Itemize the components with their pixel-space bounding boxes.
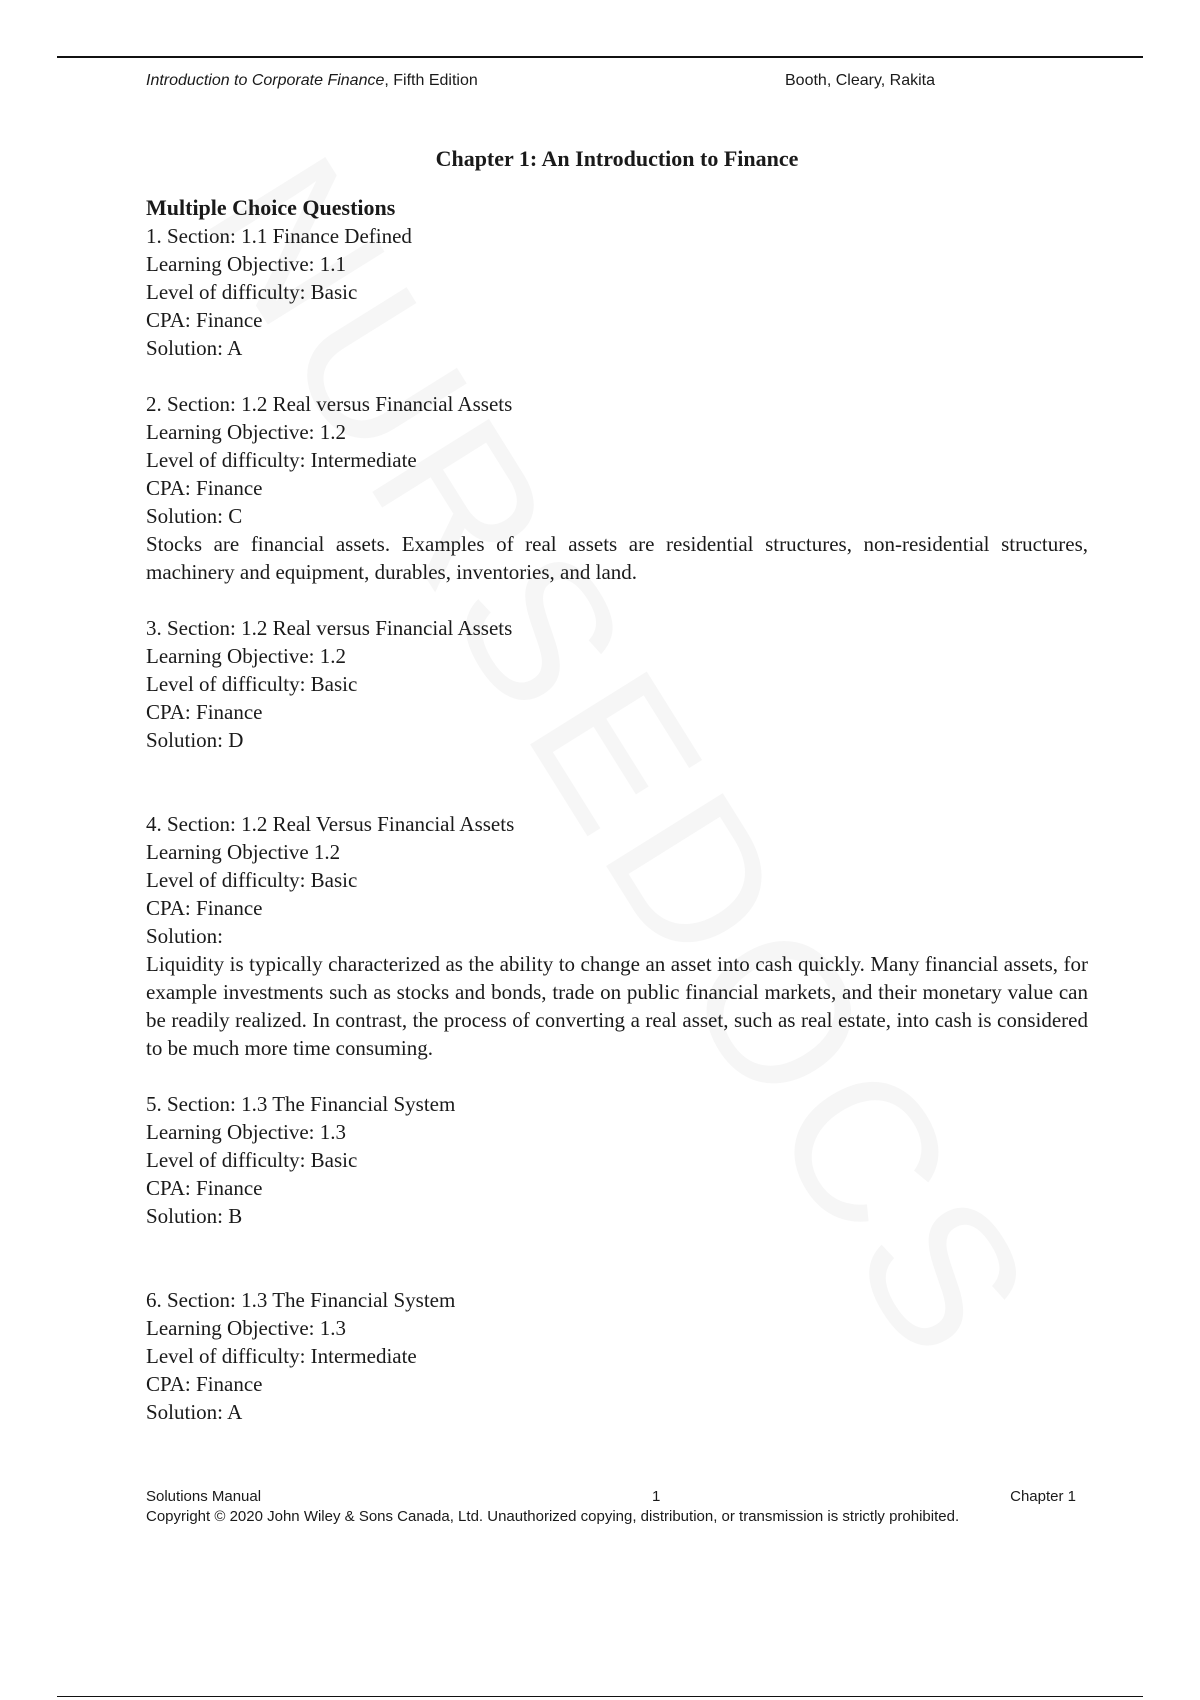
- chapter-title: Chapter 1: An Introduction to Finance: [435, 146, 799, 171]
- question-solution: Solution: A: [146, 1400, 243, 1424]
- question-difficulty: Level of difficulty: Intermediate: [146, 1344, 417, 1368]
- question-cpa: CPA: Finance: [146, 308, 263, 332]
- question-objective: Learning Objective 1.2: [146, 840, 341, 864]
- section-heading: Multiple Choice Questions: [146, 195, 396, 220]
- page-content: [146, 146, 1088, 1454]
- book-authors: Booth, Cleary, Rakita: [785, 72, 935, 89]
- question-explanation: Liquidity is typically characterized as the ability to change an asset into cash quickly. Many financial assets, for example investments such as stocks and bonds, trade on public financial markets, and their monetary value can be readily realized. In contrast, the process of converting a real asset, such as real estate, into cash is considered to be much more time consuming.: [146, 952, 1088, 1060]
- question-difficulty: Level of difficulty: Basic: [146, 280, 358, 304]
- question-cpa: CPA: Finance: [146, 1176, 263, 1200]
- question-cpa: CPA: Finance: [146, 476, 263, 500]
- footer-copyright: Copyright © 2020 John Wiley & Sons Canada, Ltd. Unauthorized copying, distribution, or transmission is strictly prohibited.: [146, 1508, 960, 1525]
- page-footer: [146, 1488, 1076, 1525]
- question-difficulty: Level of difficulty: Basic: [146, 672, 358, 696]
- book-citation: [146, 72, 478, 90]
- question-section: 1. Section: 1.1 Finance Defined: [146, 224, 412, 248]
- question-difficulty: Level of difficulty: Basic: [146, 868, 358, 892]
- question-objective: Learning Objective: 1.3: [146, 1120, 347, 1144]
- footer-rule: [57, 1696, 1143, 1697]
- question-solution: Solution: D: [146, 728, 244, 752]
- question-section: 2. Section: 1.2 Real versus Financial Assets: [146, 392, 513, 416]
- question-4: [146, 810, 1088, 1062]
- question-5: [146, 1090, 1088, 1230]
- footer-manual-label: Solutions Manual: [146, 1488, 262, 1505]
- question-1: [146, 222, 1088, 362]
- question-section: 6. Section: 1.3 The Financial System: [146, 1288, 456, 1312]
- book-title: Introduction to Corporate Finance: [146, 72, 385, 89]
- question-solution: Solution: C: [146, 504, 243, 528]
- book-edition: , Fifth Edition: [384, 72, 478, 89]
- header-rule: [57, 56, 1143, 58]
- question-solution: Solution: A: [146, 336, 243, 360]
- question-objective: Learning Objective: 1.2: [146, 420, 347, 444]
- question-section: 4. Section: 1.2 Real Versus Financial Assets: [146, 812, 515, 836]
- question-objective: Learning Objective: 1.1: [146, 252, 347, 276]
- question-difficulty: Level of difficulty: Basic: [146, 1148, 358, 1172]
- question-solution: Solution:: [146, 924, 224, 948]
- question-objective: Learning Objective: 1.2: [146, 644, 347, 668]
- question-section: 5. Section: 1.3 The Financial System: [146, 1092, 456, 1116]
- question-difficulty: Level of difficulty: Intermediate: [146, 448, 417, 472]
- question-explanation: Stocks are financial assets. Examples of real assets are residential structures, non-residential structures, machinery and equipment, durables, inventories, and land.: [146, 532, 1088, 584]
- question-6: [146, 1286, 1088, 1426]
- question-section: 3. Section: 1.2 Real versus Financial Assets: [146, 616, 513, 640]
- question-solution: Solution: B: [146, 1204, 243, 1228]
- question-3: [146, 614, 1088, 754]
- question-cpa: CPA: Finance: [146, 700, 263, 724]
- footer-page-number: 1: [652, 1488, 661, 1505]
- question-cpa: CPA: Finance: [146, 1372, 263, 1396]
- question-objective: Learning Objective: 1.3: [146, 1316, 347, 1340]
- footer-chapter-label: Chapter 1: [1010, 1488, 1076, 1505]
- question-2: [146, 390, 1088, 586]
- question-cpa: CPA: Finance: [146, 896, 263, 920]
